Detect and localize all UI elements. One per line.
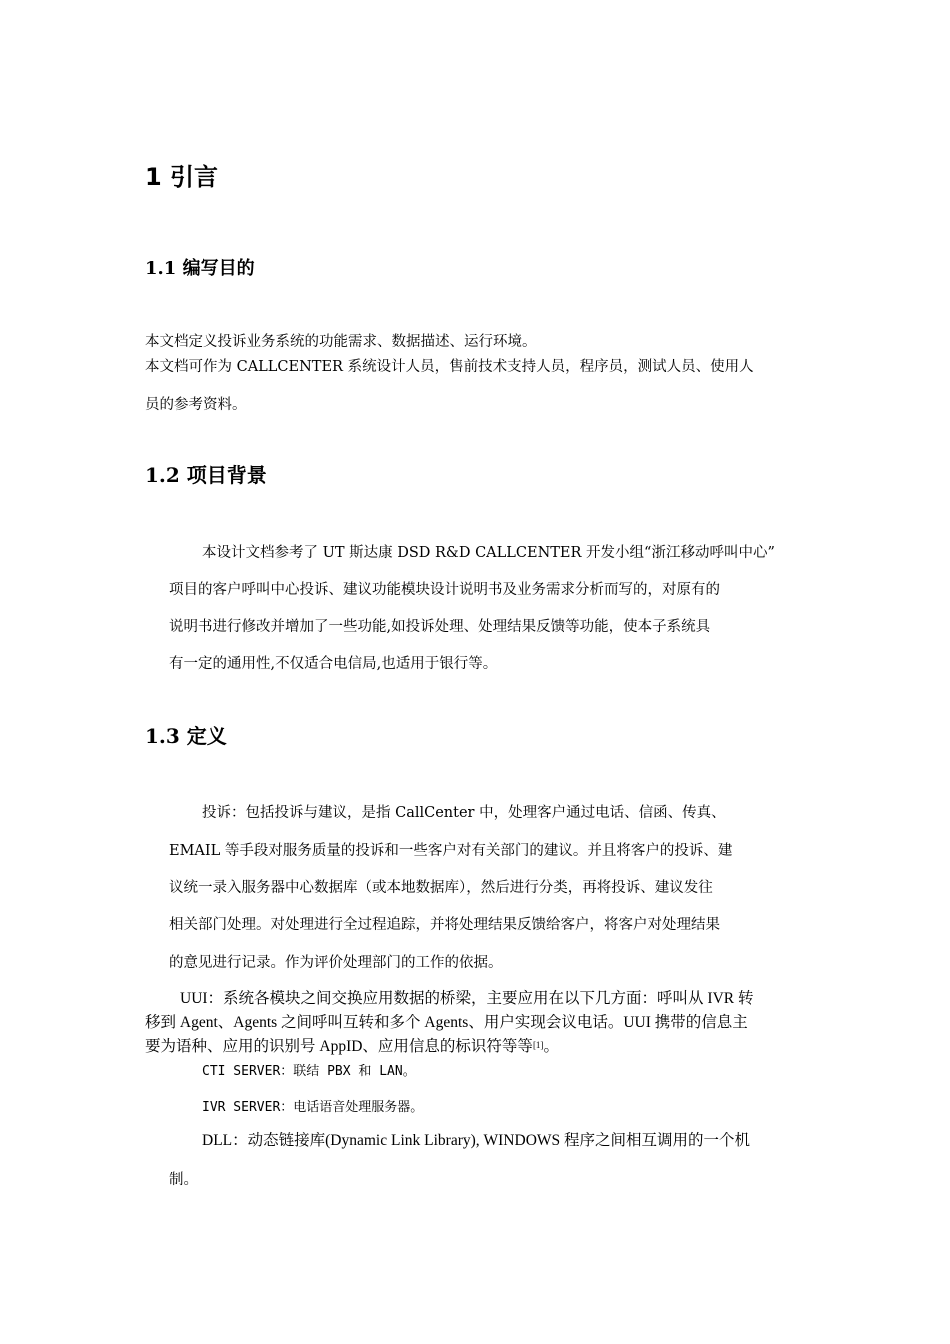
- definition-cti-line: CTI SERVER：联结 PBX 和 LAN。: [202, 1064, 416, 1079]
- definition-complaint-line: 的意见进行记录。作为评价处理部门的工作的依据。: [169, 955, 503, 971]
- section-heading-1-2: 1.2 项目背景: [145, 463, 267, 487]
- definition-complaint-line: 相关部门处理。对处理进行全过程追踪，并将处理结果反馈给客户，将客户对处理结果: [169, 917, 720, 933]
- chapter-heading: 1 引言: [145, 163, 219, 191]
- section-heading-1-1: 1.1 编写目的: [145, 258, 255, 279]
- definition-ivr-line: IVR SERVER：电话语音处理服务器。: [202, 1100, 424, 1115]
- uui-end: 。: [543, 1038, 559, 1055]
- paragraph-line: 员的参考资料。: [145, 397, 247, 413]
- paragraph-line: 说明书进行修改并增加了一些功能,如投诉处理、处理结果反馈等功能，使本子系统具: [169, 619, 711, 635]
- footnote-reference[interactable]: [1]: [532, 1040, 544, 1050]
- paragraph-line: 有一定的通用性,不仅适合电信局,也适用于银行等。: [169, 656, 498, 672]
- definition-complaint-line: 投诉：包括投诉与建议，是指 CallCenter 中，处理客户通过电话、信函、传真、: [202, 805, 726, 821]
- definition-dll-line: 制。: [169, 1172, 198, 1188]
- paragraph-line: 项目的客户呼叫中心投诉、建议功能模块设计说明书及业务需求分析而写的，对原有的: [169, 582, 720, 598]
- definition-complaint-line: 议统一录入服务器中心数据库（或本地数据库），然后进行分类，再将投诉、建议发往: [169, 880, 713, 896]
- paragraph-line: 本文档定义投诉业务系统的功能需求、数据描述、运行环境。: [145, 334, 537, 350]
- paragraph-line: 本文档可作为 CALLCENTER 系统设计人员，售前技术支持人员，程序员，测试人员、使用人: [145, 359, 754, 375]
- definition-uui-line: UUI：系统各模块之间交换应用数据的桥梁，主要应用在以下几方面：呼叫从 IVR 转: [180, 990, 754, 1007]
- definition-complaint-line: EMAIL 等手段对服务质量的投诉和一些客户对有关部门的建议。并且将客户的投诉、建: [169, 843, 733, 859]
- uui-text: 要为语种、应用的识别号 AppID、应用信息的标识符等等: [145, 1038, 533, 1055]
- section-heading-1-3: 1.3 定义: [145, 724, 227, 748]
- definition-uui-line: 移到 Agent、Agents 之间呼叫互转和多个 Agents、用户实现会议电话。UUI 携带的信息主: [145, 1014, 748, 1031]
- definition-uui-line: [145, 1037, 559, 1057]
- paragraph-line: 本设计文档参考了 UT 斯达康 DSD R&D CALLCENTER 开发小组“浙江移动呼叫中心”: [202, 545, 775, 561]
- definition-dll-line: DLL：动态链接库(Dynamic Link Library), WINDOWS 程序之间相互调用的一个机: [202, 1132, 751, 1149]
